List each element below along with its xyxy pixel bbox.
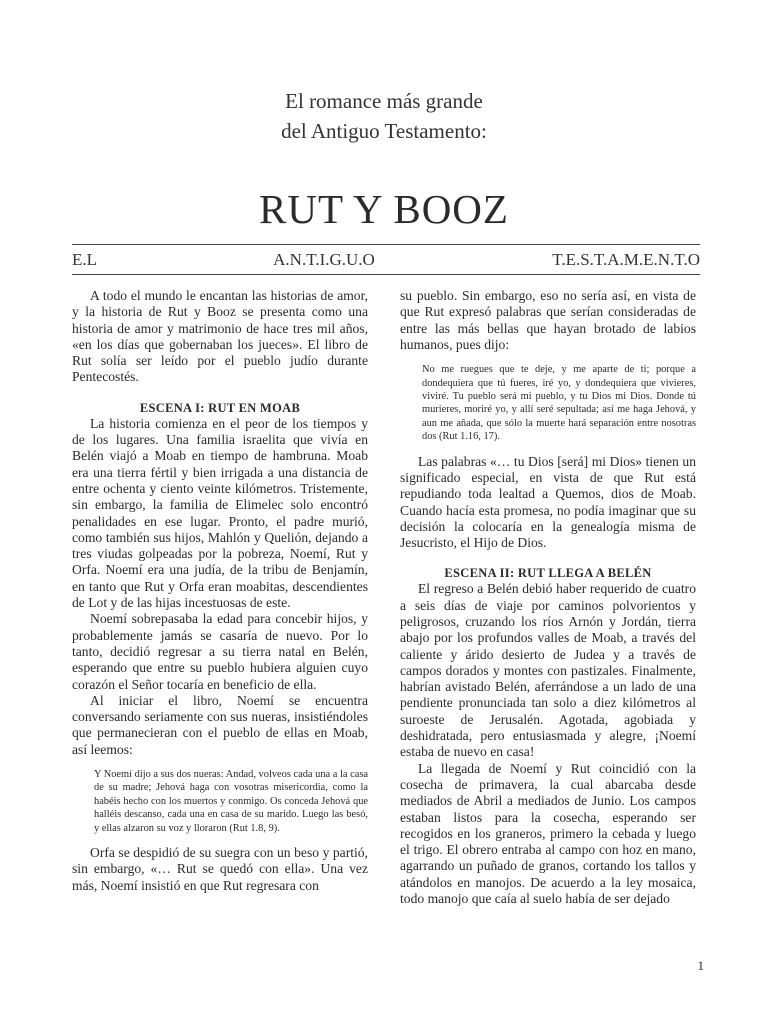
top-rule: [72, 244, 700, 245]
body-paragraph: El regreso a Belén debió haber requerido de cuatro a seis días de viaje por caminos polvorientos y peligrosos, cruzando los ríos Arnón y Jordán, tierra abajo por los profundos valles de Moab, a través del caliente y árido desierto de Judea y a través de campos dorados y montes con pastizales. Finalmente, habrían avistado Belén, aferrándose a un lado de una pendiente pronunciada tan solo a diez kilómetros al suroeste de Jerusalén. Agotada, agobiada y deshidratada, pero entusiasmada y alegre, ¡Noemí estaba de nuevo en casa!: [400, 581, 696, 760]
body-paragraph: su pueblo. Sin embargo, eso no sería así, en vista de que Rut expresó palabras que serían consideradas de entre las más bellas que hayan brotado de labios humanos, pues dijo:: [400, 288, 696, 352]
body-paragraph: Las palabras «… tu Dios [será] mi Dios» tienen un significado especial, en vista de que Rut está repudiando toda lealtad a Quemos, dios de Moab. Cuando hacía esta promesa, no podía imaginar que su decisión la colocaría en la genealogía misma de Jesucristo, el Hijo de Dios.: [400, 453, 696, 551]
subtitle-line-2: del Antiguo Testamento:: [281, 119, 487, 143]
subtitle-line-1: El romance más grande: [285, 89, 483, 113]
body-paragraph: La historia comienza en el peor de los tiempos y de los lugares. Una familia israelita que vivía en Belén viajó a Moab en tiempo de hambruna. Moab era una tierra fértil y bien irrigada a una distancia de entre ochenta y ciento veinte kilómetros. Tristemente, sin embargo, la familia de Elimelec solo encontró penalidades en ese lugar. Pronto, el padre murió, como también sus hijos, Mahlón y Quelión, dejando a tres viudas golpeadas por la pobreza, Noemí, Rut y Orfa. Noemí era una judía, de la tribu de Benjamín, en tanto que Rut y Orfa eran moabitas, descendientes de Lot y de las hijas incestuosas de este.: [72, 415, 368, 611]
scene-2-heading: ESCENA II: RUT LLEGA A BELÉN: [444, 566, 652, 581]
page-title: RUT Y BOOZ: [259, 186, 509, 232]
section-label: E.L A.N.T.I.G.U.O T.E.S.T.A.M.E.N.T.O: [72, 250, 700, 269]
title-block: [0, 86, 768, 232]
scripture-quote: [422, 363, 696, 443]
left-column: [72, 288, 368, 894]
body-paragraph: Orfa se despidió de su suegra con un beso y partió, sin embargo, «… Rut se quedó con ella». Una vez más, Noemí insistió en que Rut regresara con: [72, 845, 368, 893]
body-paragraph: Noemí sobrepasaba la edad para concebir hijos, y probablemente jamás se casaría de nuevo. Por lo tanto, decidió regresar a su tierra natal en Belén, esperando que entre su pueblo hubiera alguien cuyo corazón el Señor tocaría en beneficio de ella.: [72, 611, 368, 692]
scene-1-heading: ESCENA I: RUT EN MOAB: [139, 400, 301, 415]
intro-paragraph: A todo el mundo le encantan las historias de amor, y la historia de Rut y Booz se presenta como una historia de amor y matrimonio de hace tres mil años, «en los días que gobernaban los jueces». El libro de Rut solía ser leído por el pueblo judío durante Pentecostés.: [72, 288, 368, 385]
body-paragraph: Al iniciar el libro, Noemí se encuentra conversando seriamente con sus nueras, insistiéndoles que permanecieran con el pueblo de ellas en Moab, así leemos:: [72, 692, 368, 757]
bottom-rule: [72, 274, 700, 275]
scripture-quote: [94, 768, 368, 835]
right-column: [400, 288, 696, 907]
quote-text: No me ruegues que te deje, y me aparte de ti; porque a dondequiera que tú fueres, iré yo, y dondequiera que vivieres, viviré. Tu pueblo será mi pueblo, y tu Dios mi Dios. Donde tú murieres, moriré yo, y allí seré sepultada; así me haga Jehová, y aun me añada, que sólo la muerte hará separación entre nosotras dos (Rut 1.16, 17).: [422, 364, 696, 443]
body-paragraph: La llegada de Noemí y Rut coincidió con la cosecha de primavera, la cual abarcaba desde mediados de Abril a mediados de Junio. Los campos estaban listos para la cosecha, esperando ser recogidos en los graneros, primero la cebada y luego el trigo. El obrero entraba al campo con hoz en mano, agarrando un puñado de granos, cortando los tallos y atándolos en manojos. De acuerdo a la ley mosaica, todo manojo que caía al suelo había de ser dejado: [400, 760, 696, 907]
page-number: 1: [697, 958, 704, 973]
quote-text: Y Noemí dijo a sus dos nueras: Andad, volveos cada una a la casa de su madre; Jehová haga con vosotras misericordia, como la habéis hecho con los muertos y conmigo. Os conceda Jehová que halléis descanso, cada una en casa de su marido. Luego las besó, y ellas alzaron su voz y lloraron (Rut 1.8, 9).: [94, 769, 368, 834]
